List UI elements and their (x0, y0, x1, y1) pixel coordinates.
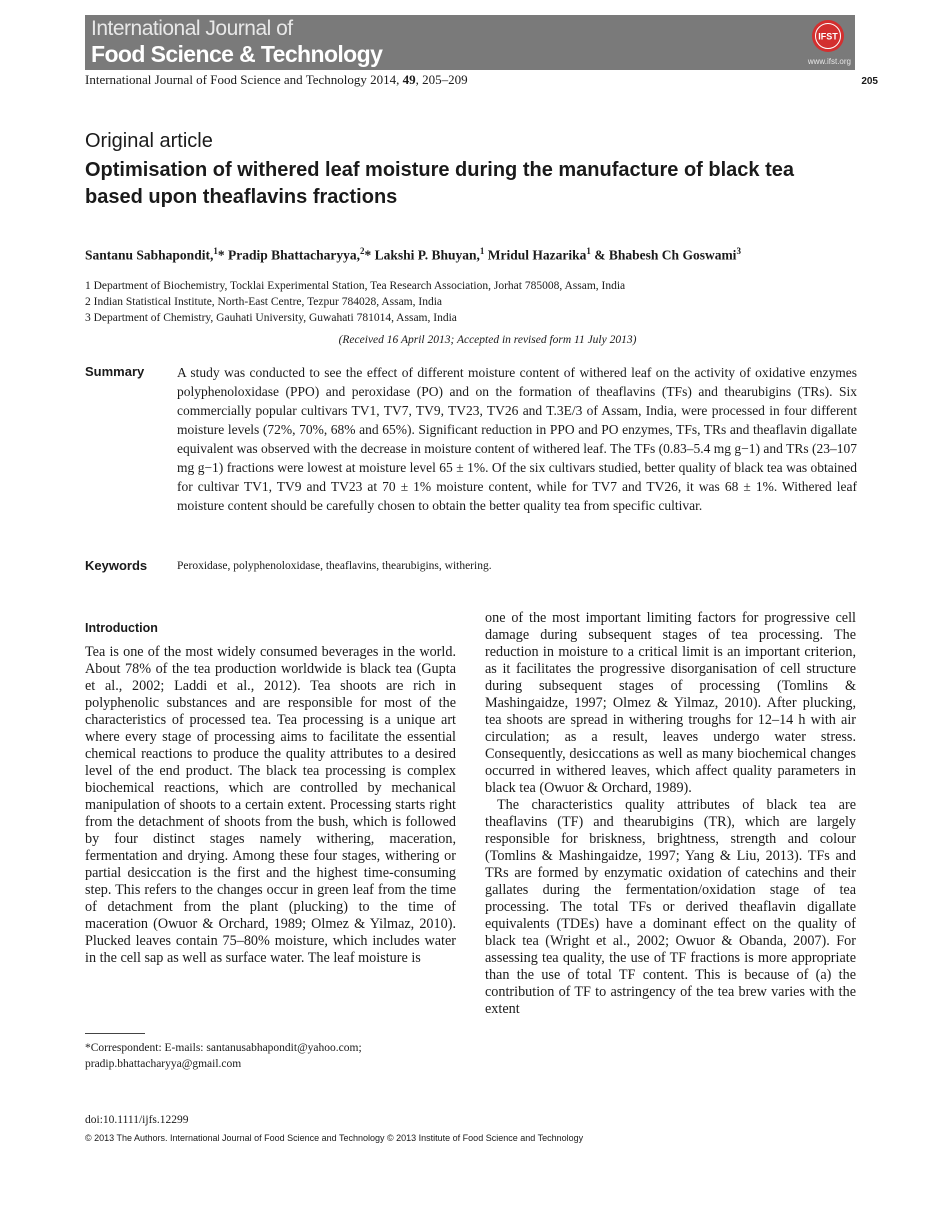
author-name: Pradip Bhattacharyya, (227, 247, 360, 263)
affiliation: 1 Department of Biochemistry, Tocklai Experimental Station, Tea Research Association, Jorhat 785008, Assam, India (85, 280, 626, 292)
keywords-text: Peroxidase, polyphenoloxidase, theaflavins, thearubigins, withering. (177, 560, 492, 572)
author-name: Santanu Sabhapondit, (85, 247, 214, 263)
author-list: Santanu Sabhapondit,$^1$* Pradip Bhattacharyya,$^2$* Lakshi P. Bhuyan,$^1$ Mridul Hazarika$^1$ & Bhabesh Ch Goswami$^3$ (85, 246, 741, 263)
copyright: © 2013 The Authors. International Journal of Food Science and Technology © 2013 Institute of Food Science and Technology (85, 1133, 584, 1143)
summary-label: Summary (85, 364, 145, 379)
paragraph: The characteristics quality attributes of black tea are theaflavins (TF) and thearubigins (TR), which are largely responsible for briskness, brightness, strength and colour (Tomlins & Mashingaidze, 1997; Yang & Liu, 2013). TFs and TRs are formed by enzymatic oxidation of catechins and their gallates during the fermentation/oxidation stage of tea processing. The total TFs or derived theaflavin digallate equivalents (TDEs) have a dominant effect on the quality of black tea (Wright et al., 2002; Owuor & Obanda, 2007). For assessing tea quality, the use of TF fractions is more appropriate than the use of total TF content. This is because of (a) the contribution of TF to astringency of the tea brew varies with the extent (485, 797, 856, 1017)
logo-url: www.ifst.org (807, 57, 851, 66)
affiliations (85, 278, 625, 326)
body-text-right-column (485, 610, 856, 1018)
section-heading-introduction: Introduction (85, 621, 158, 635)
journal-name-line1: International Journal of (91, 17, 293, 40)
author-name: Mridul Hazarika (487, 247, 587, 263)
doi: doi:10.1111/ijfs.12299 (85, 1114, 189, 1126)
keywords-label: Keywords (85, 558, 148, 573)
logo-text: IFST (818, 31, 838, 42)
affiliation: 3 Department of Chemistry, Gauhati University, Guwahati 781014, Assam, India (85, 312, 457, 324)
ifst-logo-icon (811, 19, 845, 53)
correspondent-footnote: *Correspondent: E-mails: santanusabhapondit@yahoo.com; pradip.bhattacharyya@gmail.com (85, 1042, 362, 1070)
article-type: Original article (85, 130, 213, 152)
journal-banner (85, 15, 855, 70)
summary-text: A study was conducted to see the effect of different moisture content of withered leaf on the activity of oxidative enzymes polyphenoloxidase (PPO) and peroxidase (PO) and on the formation of theaflavins (TFs) and thearubigins (TRs). Six commercially popular cultivars TV1, TV7, TV9, TV23, TV26 and T.3E/3 of Assam, India, were processed in four different moisture levels (72%, 70%, 68% and 65%). Significant reduction in PPO and PO enzymes, TFs, TRs and theaflavin digallate equivalent was observed with the decrease in moisture content of withered leaf. The TFs (0.83–5.4 mg g−1) and TRs (23–107 mg g−1) fractions were lowest at moisture level 65 ± 1%. Of the six cultivars studied, better quality of black tea was obtained for cultivar TV1, TV9 and TV23 at 70 ± 1% moisture content, while for TV7 and TV26, it was 68 ± 1%. Withered leaf moisture content should be carefully chosen to obtain the better quality tea from specific cultivar. (177, 365, 857, 513)
article-title: Optimisation of withered leaf moisture during the manufacture of black tea based upon theaflavins fractions (85, 159, 794, 208)
page-number: 205 (861, 76, 878, 87)
received-dates: (Received 16 April 2013; Accepted in revised form 11 July 2013) (338, 334, 637, 346)
footnote-divider (85, 1033, 145, 1034)
paragraph: one of the most important limiting factors for progressive cell damage during subsequent stages of tea processing. The reduction in moisture to a critical limit is an important criterion, as it facilitates the progressive disorganisation of cell structure during subsequent stages of processing (Tomlins & Mashingaidze, 1997; Olmez & Yilmaz, 2010). After plucking, tea shoots are spread in withering troughs for 12–14 h with air circulation; as a result, leaves undergo water stress. Consequently, desiccations as well as many biochemical changes occurred in withered leaves, which affect quality parameters in black tea (Owuor & Orchard, 1989). (485, 610, 856, 796)
running-head: International Journal of Food Science and Technology 2014, 49, 205–209 (85, 72, 468, 87)
author-name: Lakshi P. Bhuyan, (374, 247, 480, 263)
journal-name-line2: Food Science & Technology (91, 41, 383, 67)
author-name: Bhabesh Ch Goswami (608, 247, 737, 263)
affiliation: 2 Indian Statistical Institute, North-East Centre, Tezpur 784028, Assam, India (85, 296, 443, 308)
body-text-left-column: Tea is one of the most widely consumed beverages in the world. About 78% of the tea production worldwide is black tea (Gupta et al., 2002; Laddi et al., 2012). Tea shoots are rich in polyphenolic substances and are responsible for most of the characteristics of processed tea. Tea processing is a unique art where every stage of processing aims to facilitate the essential chemical reactions to produce the quality attributes to a desired level of the end product. The black tea processing is complex biochemical reactions, which are controlled by mechanical manipulation of shoots to a certain extent. Processing starts right from the detachment of shoots from the bush, which is followed by four distinct stages namely withering, maceration, fermentation and drying. Among these four stages, withering or partial desiccation is the first and the highest time-consuming step. This refers to the changes occur in green leaf from the time of detachment from the plant (plucking) to the time of maceration (Owuor & Orchard, 1989; Olmez & Yilmaz, 2010). Plucked leaves contain 75–80% moisture, which includes water in the cell sap as well as surface water. The leaf moisture is (85, 644, 456, 966)
